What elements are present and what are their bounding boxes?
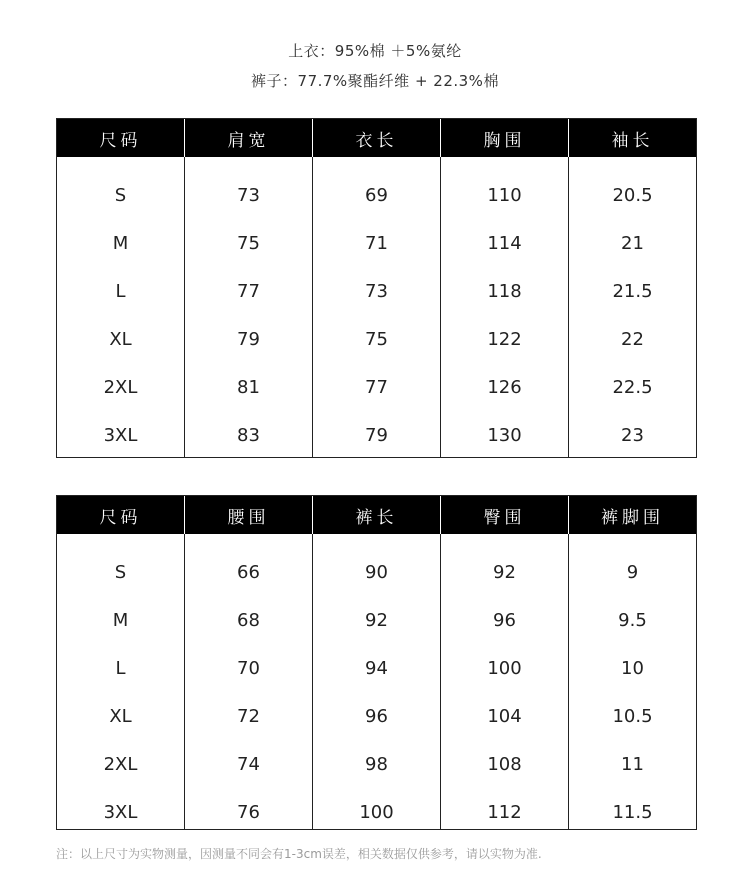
table-cell: 11 — [621, 753, 644, 775]
table-cell: 75 — [365, 328, 388, 350]
size-column — [57, 157, 184, 457]
header-garment-length: 衣长 — [312, 119, 440, 157]
table-cell: 96 — [493, 609, 516, 631]
table-cell: L — [115, 657, 126, 679]
table-cell: S — [114, 184, 127, 206]
header-size: 尺码 — [99, 130, 142, 151]
table-body — [57, 534, 696, 829]
header-pants-length: 裤长 — [312, 496, 440, 534]
table-header-row — [57, 496, 696, 534]
header-shoulder-width: 肩宽 — [184, 119, 312, 157]
table-cell: 22 — [621, 328, 644, 350]
table-cell: XL — [109, 705, 132, 727]
table-cell: 92 — [493, 561, 516, 583]
table-cell: 110 — [487, 184, 522, 206]
header-waist: 腰围 — [184, 496, 312, 534]
pants-length-column — [312, 534, 440, 829]
table-cell: 74 — [237, 753, 260, 775]
header-size: 尺码 — [99, 507, 142, 528]
size-column — [57, 534, 184, 829]
table-cell: 72 — [237, 705, 260, 727]
table-cell: 11.5 — [612, 801, 653, 823]
table-cell: 114 — [487, 232, 522, 254]
measurement-note: 注：以上尺寸为实物测量，因测量不同会有1-3cm误差，相关数据仅供参考，请以实物为准. — [56, 847, 542, 861]
table-cell: 94 — [365, 657, 388, 679]
table-cell: 76 — [237, 801, 260, 823]
table-cell: 66 — [237, 561, 260, 583]
table-cell: XL — [109, 328, 132, 350]
top-material-text: 上衣：95%棉 ＋5%氨纶 — [288, 42, 462, 60]
table-cell: 3XL — [103, 424, 138, 446]
header-leg-opening: 裤脚围 — [568, 496, 696, 534]
table-cell: 98 — [365, 753, 388, 775]
table-cell: 92 — [365, 609, 388, 631]
table-cell: 69 — [365, 184, 388, 206]
table-cell: 3XL — [103, 801, 138, 823]
header-hip: 臀围 — [440, 496, 568, 534]
table-cell: 108 — [487, 753, 522, 775]
table-cell: 126 — [487, 376, 522, 398]
table-cell: 100 — [487, 657, 522, 679]
table-cell: 96 — [365, 705, 388, 727]
table-cell: 122 — [487, 328, 522, 350]
top-size-table — [56, 118, 697, 458]
table-cell: 79 — [237, 328, 260, 350]
table-cell: 9.5 — [618, 609, 647, 631]
table-cell: 71 — [365, 232, 388, 254]
table-cell: 83 — [237, 424, 260, 446]
table-cell: 73 — [365, 280, 388, 302]
table-cell: 2XL — [103, 753, 138, 775]
table-cell: 75 — [237, 232, 260, 254]
chest-column — [440, 157, 568, 457]
table-cell: 73 — [237, 184, 260, 206]
leg-opening-column — [568, 534, 696, 829]
table-cell: 20.5 — [612, 184, 653, 206]
table-body — [57, 157, 696, 457]
table-cell: M — [112, 232, 129, 254]
table-cell: M — [112, 609, 129, 631]
table-cell: 77 — [365, 376, 388, 398]
table-cell: 22.5 — [612, 376, 653, 398]
table-cell: 21.5 — [612, 280, 653, 302]
garment-length-column — [312, 157, 440, 457]
shoulder-width-column — [184, 157, 312, 457]
pants-material-text: 裤子：77.7%聚酯纤维 + 22.3%棉 — [251, 72, 499, 90]
table-cell: 68 — [237, 609, 260, 631]
table-cell: 2XL — [103, 376, 138, 398]
pants-size-table — [56, 495, 697, 830]
table-cell: 90 — [365, 561, 388, 583]
table-cell: 112 — [487, 801, 522, 823]
header-sleeve-length: 袖长 — [568, 119, 696, 157]
table-cell: L — [115, 280, 126, 302]
table-cell: 118 — [487, 280, 522, 302]
table-cell: 70 — [237, 657, 260, 679]
table-cell: 10 — [621, 657, 644, 679]
table-cell: 100 — [359, 801, 394, 823]
hip-column — [440, 534, 568, 829]
header-chest: 胸围 — [440, 119, 568, 157]
table-cell: 81 — [237, 376, 260, 398]
waist-column — [184, 534, 312, 829]
table-cell: 79 — [365, 424, 388, 446]
table-cell: 77 — [237, 280, 260, 302]
table-header-row — [57, 119, 696, 157]
table-cell: 10.5 — [612, 705, 653, 727]
table-cell: S — [114, 561, 127, 583]
table-cell: 9 — [626, 561, 639, 583]
table-cell: 104 — [487, 705, 522, 727]
table-cell: 21 — [621, 232, 644, 254]
table-cell: 130 — [487, 424, 522, 446]
sleeve-length-column — [568, 157, 696, 457]
table-cell: 23 — [621, 424, 644, 446]
